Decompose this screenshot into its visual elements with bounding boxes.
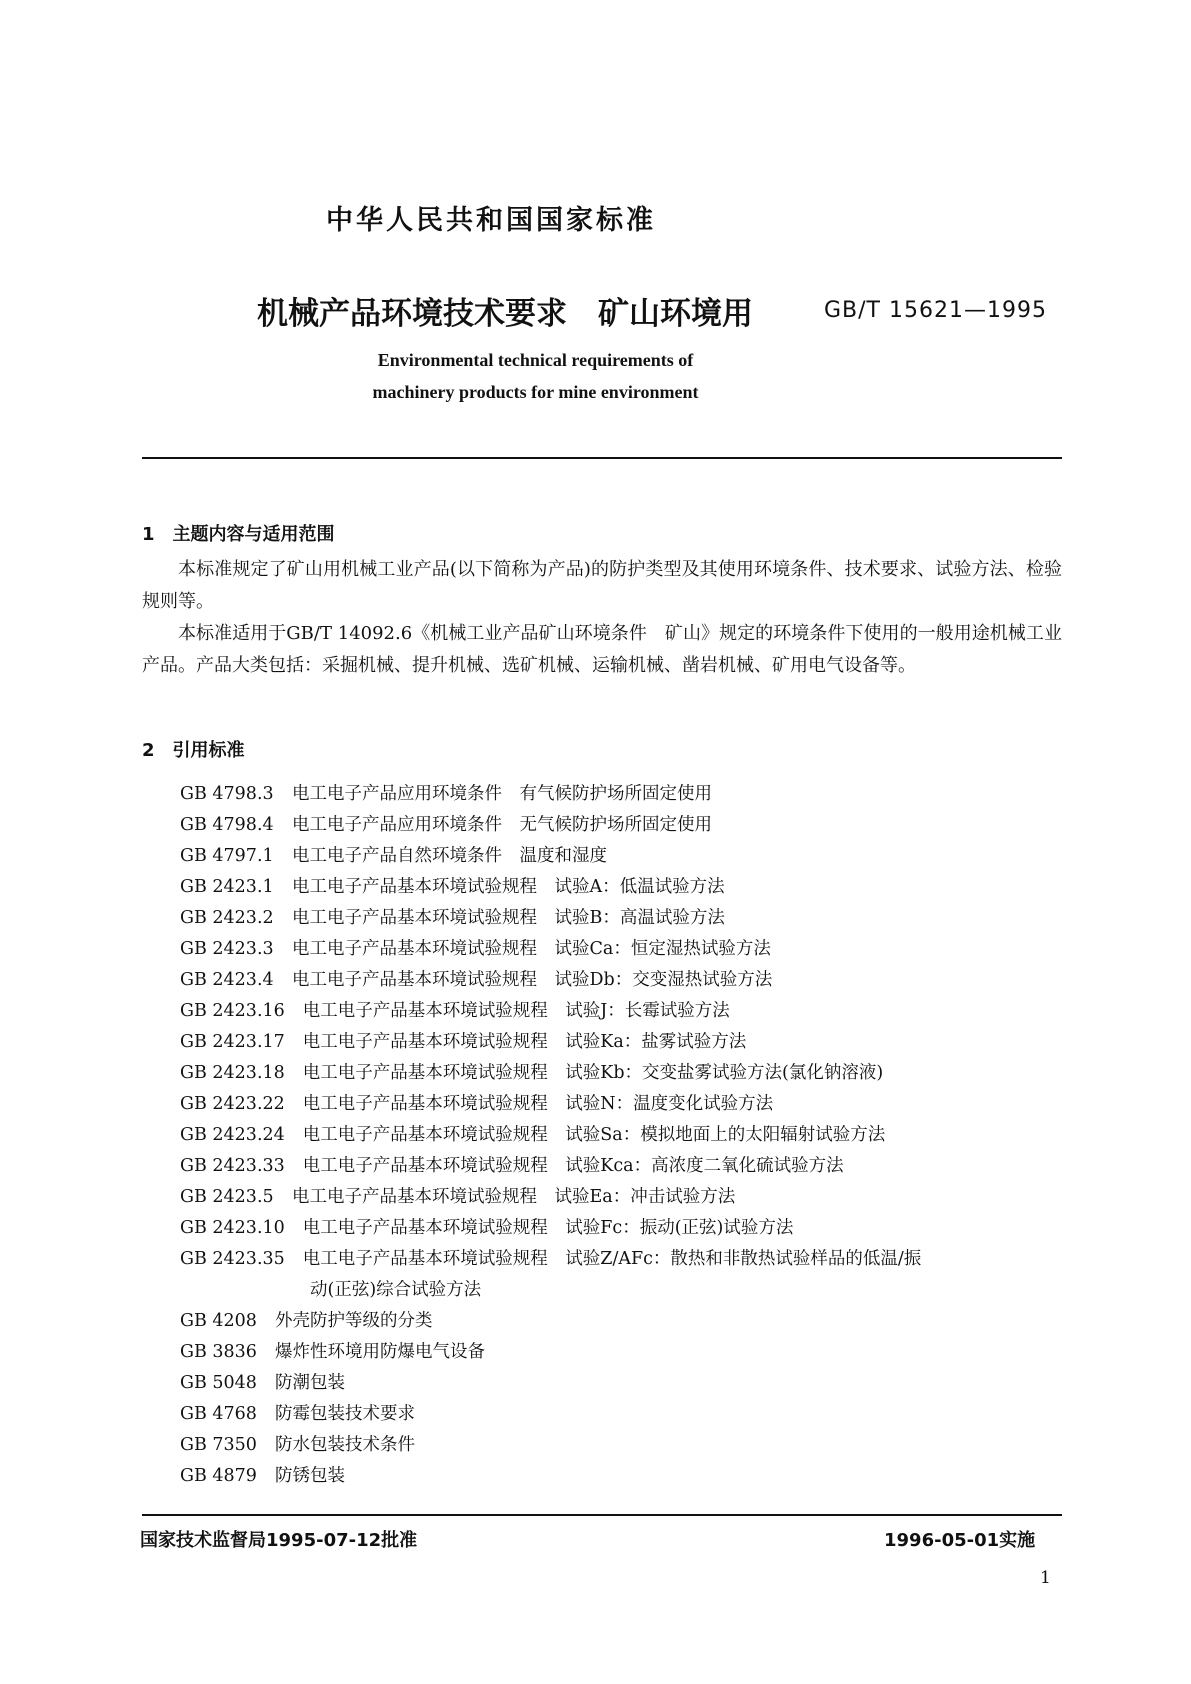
reference-code: GB 2423.3	[180, 939, 274, 959]
section-2-heading: 2 引用标准	[142, 740, 245, 761]
reference-item	[180, 1462, 345, 1487]
reference-item	[180, 1028, 746, 1053]
section-1-paragraph-2: 本标准适用于GB/T 14092.6《机械工业产品矿山环境条件 矿山》规定的环境条件下使用的一般用途机械工业产品。产品大类包括：采掘机械、提升机械、选矿机械、运输机械、凿岩机械、矿用电气设备等。	[142, 623, 1062, 676]
reference-title: 电工电子产品基本环境试验规程 试验Sa：模拟地面上的太阳辐射试验方法	[302, 1125, 886, 1145]
reference-title: 电工电子产品应用环境条件 无气候防护场所固定使用	[292, 815, 712, 835]
reference-code: GB 2423.4	[180, 970, 274, 990]
reference-item	[180, 1369, 345, 1394]
section-1-paragraph-1: 本标准规定了矿山用机械工业产品(以下简称为产品)的防护类型及其使用环境条件、技术要求、试验方法、检验规则等。	[142, 559, 1062, 612]
reference-code: GB 2423.16	[180, 1001, 285, 1021]
reference-title: 防水包装技术条件	[274, 1435, 415, 1455]
reference-code: GB 2423.22	[180, 1094, 285, 1114]
reference-code: GB 4879	[180, 1466, 257, 1486]
reference-title-continuation: 动(正弦)综合试验方法	[310, 1280, 482, 1300]
reference-code: GB 2423.18	[180, 1063, 285, 1083]
reference-code: GB 2423.24	[180, 1125, 285, 1145]
footer-divider	[142, 1514, 1062, 1516]
reference-item	[180, 904, 725, 929]
reference-code: GB 2423.10	[180, 1218, 285, 1238]
reference-title: 电工电子产品基本环境试验规程 试验N：温度变化试验方法	[302, 1094, 774, 1114]
reference-title: 电工电子产品自然环境条件 温度和湿度	[292, 846, 607, 866]
reference-item	[180, 966, 772, 991]
reference-title: 防潮包装	[274, 1373, 345, 1393]
reference-item	[180, 1400, 415, 1425]
reference-title: 电工电子产品基本环境试验规程 试验Ca：恒定湿热试验方法	[292, 939, 771, 959]
reference-item	[180, 1338, 485, 1363]
page-number: 1	[1040, 1568, 1051, 1588]
reference-code: GB 4768	[180, 1404, 257, 1424]
reference-code: GB 2423.5	[180, 1187, 274, 1207]
reference-title: 电工电子产品基本环境试验规程 试验Fc：振动(正弦)试验方法	[302, 1218, 794, 1238]
reference-title: 电工电子产品基本环境试验规程 试验Z/AFc：散热和非散热试验样品的低温/振	[302, 1249, 922, 1269]
reference-code: GB 5048	[180, 1373, 257, 1393]
reference-item	[180, 1152, 844, 1177]
reference-title: 电工电子产品基本环境试验规程 试验B：高温试验方法	[292, 908, 725, 928]
reference-item	[180, 997, 730, 1022]
reference-title: 电工电子产品基本环境试验规程 试验Ka：盐雾试验方法	[302, 1032, 747, 1052]
reference-item	[180, 935, 771, 960]
english-title-line-1: Environmental technical requirements of	[377, 350, 694, 370]
reference-title: 防霉包装技术要求	[274, 1404, 415, 1424]
reference-item	[180, 1431, 415, 1456]
reference-item	[180, 780, 712, 805]
reference-code: GB 4798.4	[180, 815, 274, 835]
reference-title: 电工电子产品应用环境条件 有气候防护场所固定使用	[292, 784, 712, 804]
reference-code: GB 4798.3	[180, 784, 274, 804]
reference-item	[180, 1245, 921, 1270]
reference-title: 防锈包装	[274, 1466, 345, 1486]
reference-item	[180, 1059, 883, 1084]
reference-title: 电工电子产品基本环境试验规程 试验Db：交变湿热试验方法	[292, 970, 773, 990]
reference-title: 电工电子产品基本环境试验规程 试验Ea：冲击试验方法	[292, 1187, 736, 1207]
standard-title: 机械产品环境技术要求 矿山环境用	[257, 296, 753, 332]
reference-title: 电工电子产品基本环境试验规程 试验Kb：交变盐雾试验方法(氯化钠溶液)	[302, 1063, 884, 1083]
reference-code: GB 2423.1	[180, 877, 274, 897]
reference-title: 电工电子产品基本环境试验规程 试验A：低温试验方法	[292, 877, 725, 897]
reference-title: 电工电子产品基本环境试验规程 试验Kca：高浓度二氧化硫试验方法	[302, 1156, 844, 1176]
reference-title: 爆炸性环境用防爆电气设备	[274, 1342, 485, 1362]
approval-date: 国家技术监督局1995-07-12批准	[140, 1530, 418, 1551]
reference-item	[180, 811, 712, 836]
reference-item	[180, 1214, 793, 1239]
reference-item	[180, 842, 607, 867]
reference-item	[180, 1090, 773, 1115]
reference-code: GB 2423.17	[180, 1032, 285, 1052]
national-standard-title: 中华人民共和国国家标准	[326, 205, 656, 236]
header-divider	[142, 457, 1062, 459]
reference-code: GB 3836	[180, 1342, 257, 1362]
reference-code: GB 4797.1	[180, 846, 274, 866]
reference-code: GB 2423.35	[180, 1249, 285, 1269]
standard-number: GB/T 15621—1995	[824, 298, 1047, 323]
reference-item	[180, 873, 725, 898]
reference-code: GB 2423.33	[180, 1156, 285, 1176]
reference-title: 外壳防护等级的分类	[274, 1311, 433, 1331]
reference-item	[180, 1307, 432, 1332]
reference-item	[180, 1121, 885, 1146]
reference-code: GB 4208	[180, 1311, 257, 1331]
reference-code: GB 2423.2	[180, 908, 274, 928]
implementation-date: 1996-05-01实施	[884, 1530, 1036, 1551]
reference-item	[180, 1183, 735, 1208]
section-1-heading: 1 主题内容与适用范围	[142, 524, 335, 545]
reference-code: GB 7350	[180, 1435, 257, 1455]
english-title-line-2: machinery products for mine environment	[372, 382, 699, 402]
reference-title: 电工电子产品基本环境试验规程 试验J：长霉试验方法	[302, 1001, 730, 1021]
